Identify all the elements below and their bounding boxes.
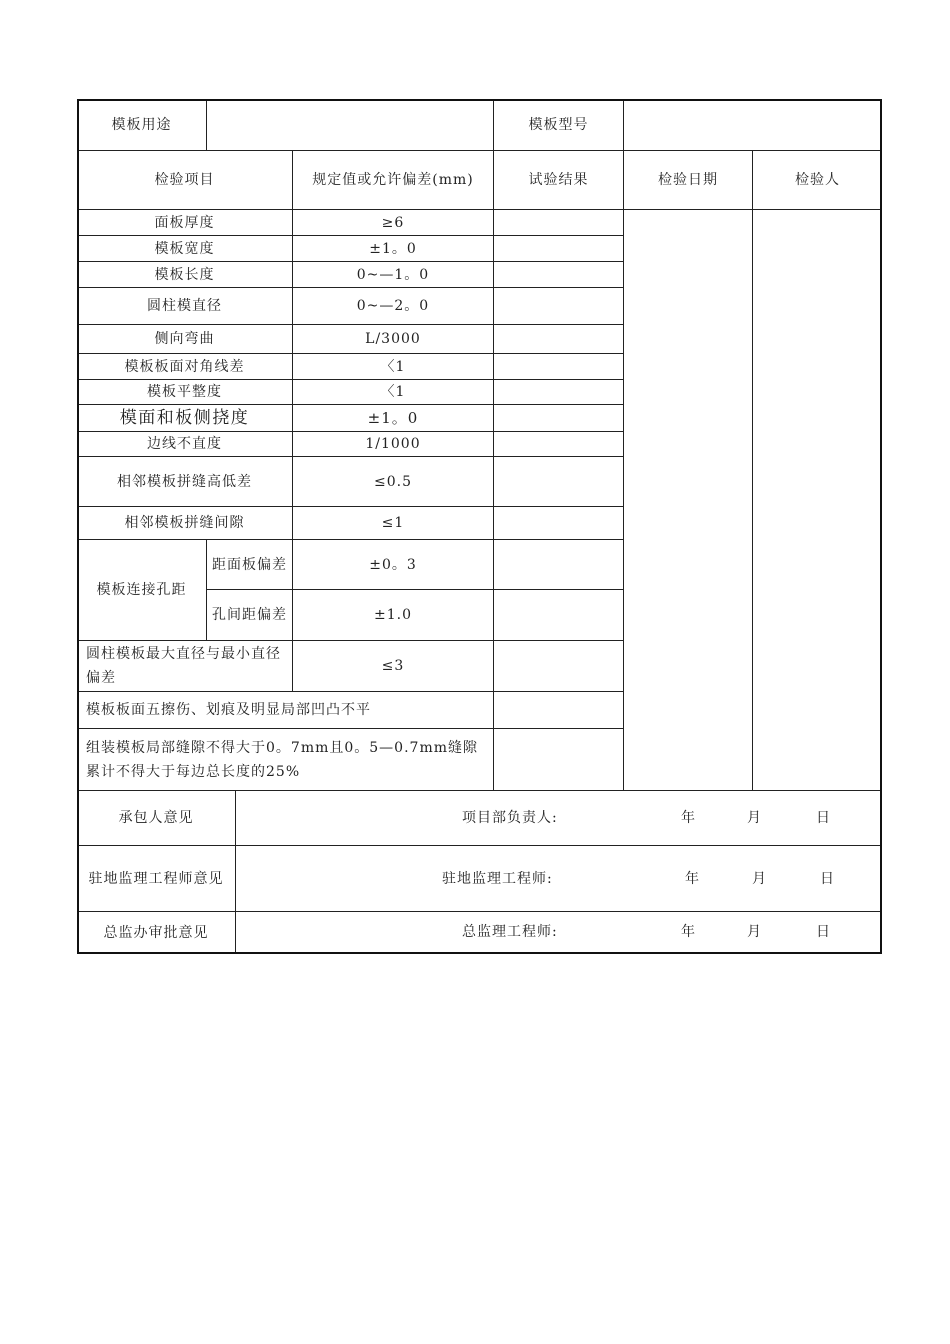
year-label: 年 (685, 871, 700, 887)
spec-value: ±0。3 (369, 556, 417, 573)
spec-value: 0~—2。0 (356, 298, 430, 314)
spec-value: ≤1 (381, 515, 405, 531)
hole-spacing-group-label: 模板连接孔距 (96, 582, 187, 598)
day-label: 日 (820, 871, 835, 887)
resident-engineer-opinion-label: 驻地监理工程师意见 (88, 870, 224, 887)
spec-value: ≤3 (381, 658, 405, 674)
grid-line (752, 150, 753, 790)
template-use-label: 模板用途 (111, 116, 172, 133)
month-label: 月 (747, 924, 762, 940)
template-use-field[interactable] (207, 99, 493, 150)
item-label: 孔间距偏差 (212, 607, 287, 623)
spec-value: 0~—1。0 (356, 266, 430, 283)
item-label: 距面板偏差 (212, 556, 287, 573)
contractor-opinion-label: 承包人意见 (118, 810, 194, 826)
item-label: 模板板面对角线差 (124, 358, 245, 375)
grid-line (235, 790, 236, 954)
item-label: 边线不直度 (147, 436, 222, 452)
year-label: 年 (681, 924, 696, 940)
day-label: 日 (816, 924, 831, 940)
column-header-inspector: 检验人 (795, 172, 840, 188)
item-label: 模面和板侧挠度 (119, 408, 250, 428)
item-label: 相邻模板拼缝高低差 (117, 473, 252, 490)
column-header-item: 检验项目 (154, 172, 215, 188)
template-model-label: 模板型号 (528, 116, 589, 133)
spec-value: 1/1000 (365, 436, 421, 452)
spec-value: L/3000 (365, 331, 421, 347)
item-label: 模板长度 (154, 266, 215, 283)
item-label: 模板宽度 (154, 240, 215, 257)
spec-value: 〈1 (380, 358, 406, 375)
chief-engineer-signer-label: 总监理工程师: (462, 924, 558, 940)
item-label: 组装模板局部缝隙不得大于0。7mm且0。5—0.7mm缝隙累计不得大于每边总长度的25% (86, 739, 478, 780)
year-label: 年 (681, 810, 696, 826)
item-label: 相邻模板拼缝间隙 (124, 515, 245, 531)
month-label: 月 (752, 871, 767, 887)
contractor-signer-label: 项目部负责人: (462, 810, 558, 826)
item-label: 圆柱模直径 (147, 298, 222, 314)
spec-value: ≥6 (381, 214, 405, 231)
month-label: 月 (747, 810, 762, 826)
spec-value: ±1。0 (369, 240, 417, 257)
item-label: 模板平整度 (147, 384, 222, 400)
column-header-spec: 规定值或允许偏差(mm) (312, 172, 474, 188)
inspection-form (77, 99, 882, 954)
item-label: 模板板面五擦伤、划痕及明显局部凹凸不平 (86, 702, 371, 718)
column-header-date: 检验日期 (658, 172, 718, 188)
day-label: 日 (816, 810, 831, 826)
resident-engineer-signer-label: 驻地监理工程师: (442, 871, 553, 887)
spec-value: ≤0.5 (374, 473, 412, 490)
template-model-field[interactable] (624, 99, 882, 150)
spec-value: 〈1 (380, 384, 406, 400)
spec-value: ±1.0 (374, 607, 412, 623)
spec-value: ±1。0 (367, 409, 419, 427)
column-header-result: 试验结果 (528, 172, 589, 188)
item-label: 面板厚度 (154, 214, 215, 231)
item-label: 侧向弯曲 (154, 331, 215, 347)
chief-approval-label: 总监办审批意见 (103, 925, 209, 941)
item-label: 圆柱模板最大直径与最小直径偏差 (86, 646, 281, 686)
